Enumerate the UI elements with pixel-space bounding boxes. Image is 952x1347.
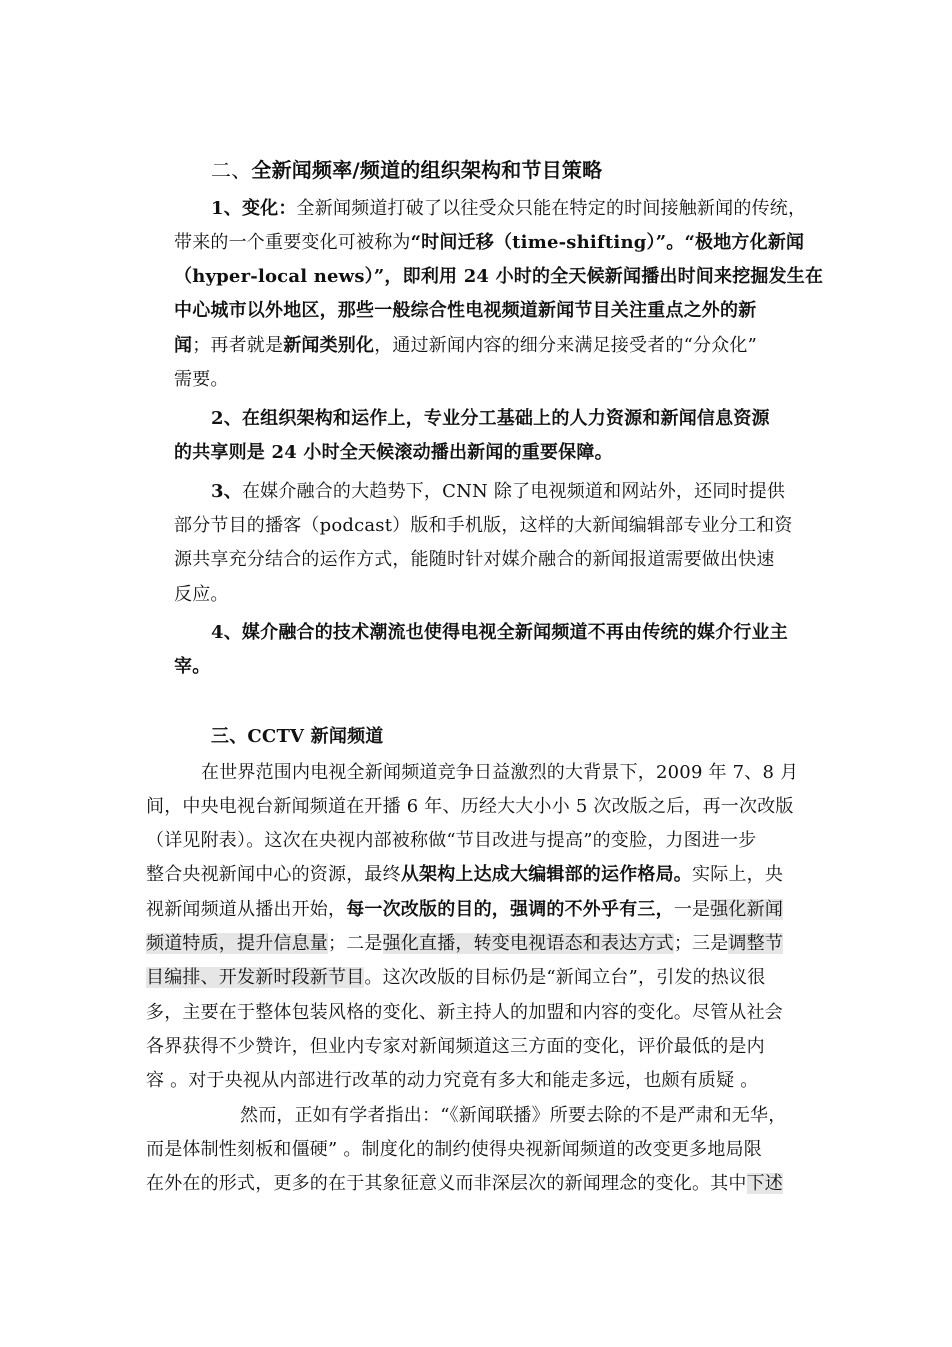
- s3-p1-line10: 容 。对于央视从内部进行改革的动力究竟有多大和能走多远，也颇有质疑 。: [146, 1070, 759, 1091]
- item-label: 变化：: [241, 198, 297, 219]
- item-number: 1、: [211, 198, 242, 219]
- s2-p3-line1: [211, 479, 785, 505]
- s2-p1-line4: 中心城市以外地区，那些一般综合性电视频道新闻节目关注重点之外的新: [174, 300, 757, 321]
- text: 一是: [673, 899, 711, 920]
- s3-p2-line2: 而是体制性刻板和僵硬” 。制度化的制约使得央视新闻频道的改变更多地局限: [146, 1139, 762, 1160]
- text: 视新闻频道从播出开始，: [146, 899, 347, 920]
- s3-p1-line9: 各界获得不少赞许，但业内专家对新闻频道这三方面的变化，评价最低的是内: [146, 1036, 765, 1057]
- bold-text: 新闻类别化: [283, 335, 375, 356]
- heading-text: 全新闻频率/频道的组织架构和节目策略: [251, 158, 603, 182]
- highlighted-text: 调整节: [728, 933, 784, 954]
- bold-text: “时间迁移（time-shifting）”。“极地方化新闻: [410, 232, 805, 253]
- s2-p3-line3: 源共享充分结合的运作方式，能随时针对媒介融合的新闻报道需要做出快速: [174, 549, 775, 570]
- text: 在外在的形式，更多的在于其象征意义而非深层次的新闻理念的变化。其中: [146, 1173, 747, 1194]
- s2-p1-line2: [174, 230, 804, 256]
- highlighted-text: 强化新闻: [710, 899, 784, 920]
- s2-p2-line2: 的共享则是 24 小时全天候滚动播出新闻的重要保障。: [174, 442, 613, 463]
- s2-p3-line2: 部分节目的播客（podcast）版和手机版，这样的大新闻编辑部专业分工和资: [174, 515, 793, 536]
- bold-text: 从架构上达成大编辑部的运作格局。: [400, 864, 693, 885]
- s3-p1-line4: [146, 862, 783, 888]
- item-number: 3、: [211, 481, 242, 502]
- text: 整合央视新闻中心的资源，最终: [146, 864, 401, 885]
- text: ，通过新闻内容的细分来满足接受者的“分众化”: [374, 335, 758, 356]
- text: 带来的一个重要变化可被称为: [174, 232, 411, 253]
- section3-heading: 三、CCTV 新闻频道: [211, 726, 384, 747]
- s3-p1-line6: [146, 931, 783, 957]
- text: 。这次改版的目标仍是“新闻立台”，引发的热议很: [364, 967, 766, 988]
- s2-p1-line5: [174, 333, 757, 359]
- bold-text: 每一次改版的目的，强调的不外乎有三，: [346, 899, 674, 920]
- s3-p1-line2: 间，中央电视台新闻频道在开播 6 年、历经大大小小 5 次改版之后，再一次改版: [146, 796, 794, 817]
- s2-p2-line1: 2、在组织架构和运作上，专业分工基础上的人力资源和新闻信息资源: [211, 408, 770, 429]
- text: 在媒介融合的大趋势下，CNN 除了电视频道和网站外，还同时提供: [241, 481, 786, 502]
- s3-p2-line1: 然而，正如有学者指出：“《新闻联播》所要去除的不是严肃和无华，: [240, 1105, 787, 1126]
- heading-number: 二、: [211, 158, 252, 182]
- highlighted-text: 下述: [746, 1173, 784, 1194]
- bold-text: 闻: [174, 335, 193, 356]
- s2-p1-line1: [211, 196, 806, 222]
- s2-p4-line1: 4、媒介融合的技术潮流也使得电视全新闻频道不再由传统的媒介行业主: [211, 622, 788, 643]
- s2-p4-line2: 宰。: [174, 656, 211, 677]
- text: ；二是: [328, 933, 383, 954]
- highlighted-text: 频道特质，提升信息量: [146, 933, 328, 954]
- s3-p2-line3: [146, 1171, 783, 1197]
- s3-p1-line7: [146, 965, 765, 991]
- s2-p1-line3: （hyper-local news）”，即利用 24 小时的全天候新闻播出时间来挖掘发生在: [174, 266, 824, 287]
- s3-p1-line3: （详见附表）。这次在央视内部被称做“节目改进与提高”的变脸，力图进一步: [146, 830, 757, 851]
- s2-p3-line4: 反应。: [174, 584, 229, 605]
- highlighted-text: 强化直播，转变电视语态和表达方式: [382, 933, 674, 954]
- highlighted-text: 目编排、开发新时段新节目: [146, 967, 365, 988]
- s3-p1-line5: [146, 897, 783, 923]
- text: ；再者就是: [192, 335, 284, 356]
- text: 实际上，央: [692, 864, 784, 885]
- s2-p1-line6: 需要。: [174, 369, 229, 390]
- section2-heading: [211, 157, 602, 183]
- text: 全新闻频道打破了以往受众只能在特定的时间接触新闻的传统，: [296, 198, 807, 219]
- text: ；三是: [673, 933, 729, 954]
- s3-p1-line8: 多，主要在于整体包装风格的变化、新主持人的加盟和内容的变化。尽管从社会: [146, 1002, 783, 1023]
- s3-p1-line1: 在世界范围内电视全新闻频道竞争日益激烈的大背景下，2009 年 7、8 月: [201, 762, 799, 783]
